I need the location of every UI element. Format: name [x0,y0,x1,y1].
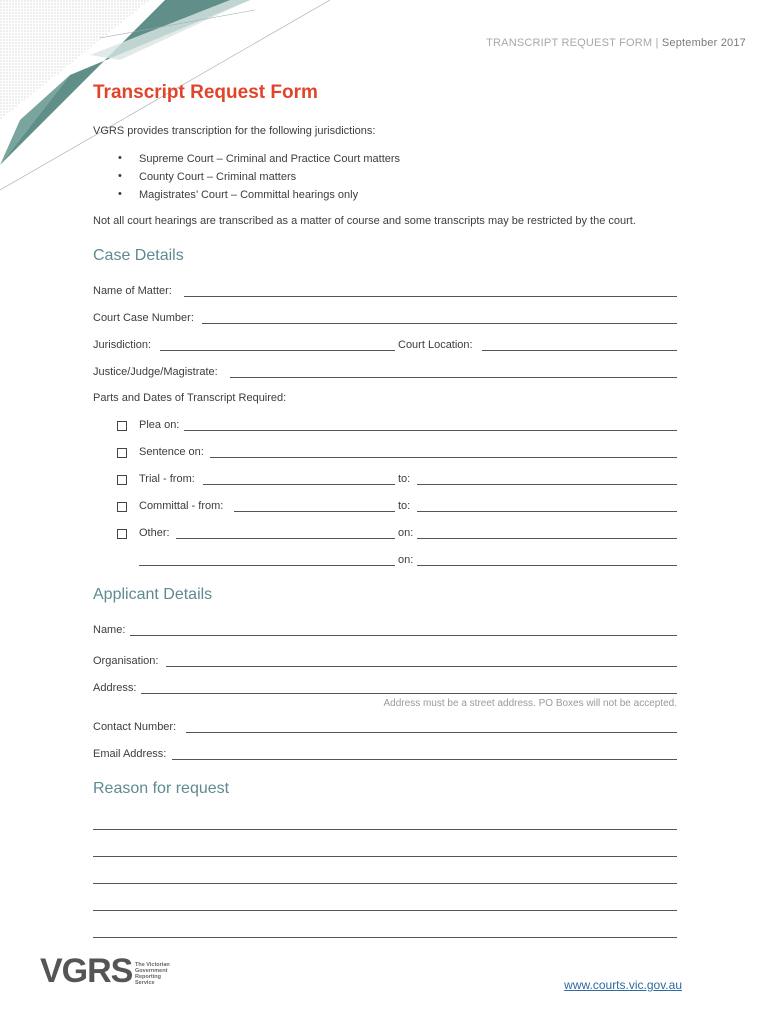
plea-checkbox[interactable] [117,421,127,431]
logo-sub-line: Reporting [135,974,161,980]
header-doc-name: TRANSCRIPT REQUEST FORM [486,37,653,49]
page-title: Transcript Request Form [93,82,318,103]
other2-field[interactable] [139,565,395,566]
trial-from-field[interactable] [203,484,395,485]
case-details-heading: Case Details [93,247,184,264]
reason-line[interactable] [93,856,677,857]
reason-line[interactable] [93,829,677,830]
disclaimer-text: Not all court hearings are transcribed as a matter of course and some transcripts may be restricted by the court. [93,215,636,227]
name-label: Name: [93,624,126,636]
bullet-icon: • [118,188,122,200]
address-field[interactable] [141,693,677,694]
parts-dates-label: Parts and Dates of Transcript Required: [93,392,287,404]
organisation-label: Organisation: [93,655,159,667]
reason-heading: Reason for request [93,780,230,797]
court-location-field[interactable] [482,350,677,351]
intro-text: VGRS provides transcription for the following jurisdictions: [93,125,376,137]
other-label: Other: [139,527,170,539]
email-field[interactable] [172,759,677,760]
bullet-icon: • [118,170,122,182]
name-of-matter-label: Name of Matter: [93,285,172,297]
applicant-details-heading: Applicant Details [93,586,213,603]
sentence-label: Sentence on: [139,446,204,458]
other2-on-field[interactable] [417,565,677,566]
jurisdiction-label: Jurisdiction: [93,339,152,351]
jurisdiction-item: Supreme Court – Criminal and Practice Court matters [139,153,401,165]
trial-to-field[interactable] [417,484,677,485]
vgrs-logo: VGRS [40,952,133,990]
court-case-number-field[interactable] [202,323,677,324]
name-of-matter-field[interactable] [184,296,677,297]
logo-sub-line: The Victorian [135,962,170,968]
justice-field[interactable] [230,377,677,378]
committal-from-field[interactable] [234,511,395,512]
header-date: September 2017 [661,37,746,49]
sentence-field[interactable] [210,457,677,458]
header-separator: | [655,37,659,49]
vgrs-logo-subtitle [135,962,170,986]
bullet-icon: • [118,152,122,164]
logo-sub-line: Service [135,980,155,986]
contact-number-field[interactable] [186,732,677,733]
other2-on-label: on: [398,554,414,566]
contact-number-label: Contact Number: [93,721,177,733]
sentence-checkbox[interactable] [117,448,127,458]
logo-sub-line: Government [135,968,168,974]
document-header [486,37,746,49]
organisation-field[interactable] [166,666,677,667]
jurisdiction-item: Magistrates’ Court – Committal hearings only [139,189,359,201]
website-link[interactable]: www.courts.vic.gov.au [564,978,682,992]
committal-from-label: Committal - from: [139,500,224,512]
reason-line[interactable] [93,883,677,884]
email-label: Email Address: [93,748,167,760]
other-on-label: on: [398,527,414,539]
trial-to-label: to: [398,473,411,485]
jurisdiction-item: County Court – Criminal matters [139,171,297,183]
address-note: Address must be a street address. PO Boxes will not be accepted. [383,698,677,709]
other-on-field[interactable] [417,538,677,539]
trial-checkbox[interactable] [117,475,127,485]
court-location-label: Court Location: [398,339,473,351]
address-label: Address: [93,682,137,694]
reason-line[interactable] [93,937,677,938]
other-checkbox[interactable] [117,529,127,539]
name-field[interactable] [130,635,677,636]
trial-from-label: Trial - from: [139,473,195,485]
plea-field[interactable] [184,430,677,431]
justice-label: Justice/Judge/Magistrate: [93,366,218,378]
court-case-number-label: Court Case Number: [93,312,194,324]
committal-to-field[interactable] [417,511,677,512]
jurisdiction-field[interactable] [160,350,395,351]
reason-line[interactable] [93,910,677,911]
committal-to-label: to: [398,500,411,512]
other-field[interactable] [176,538,395,539]
committal-checkbox[interactable] [117,502,127,512]
plea-label: Plea on: [139,419,180,431]
